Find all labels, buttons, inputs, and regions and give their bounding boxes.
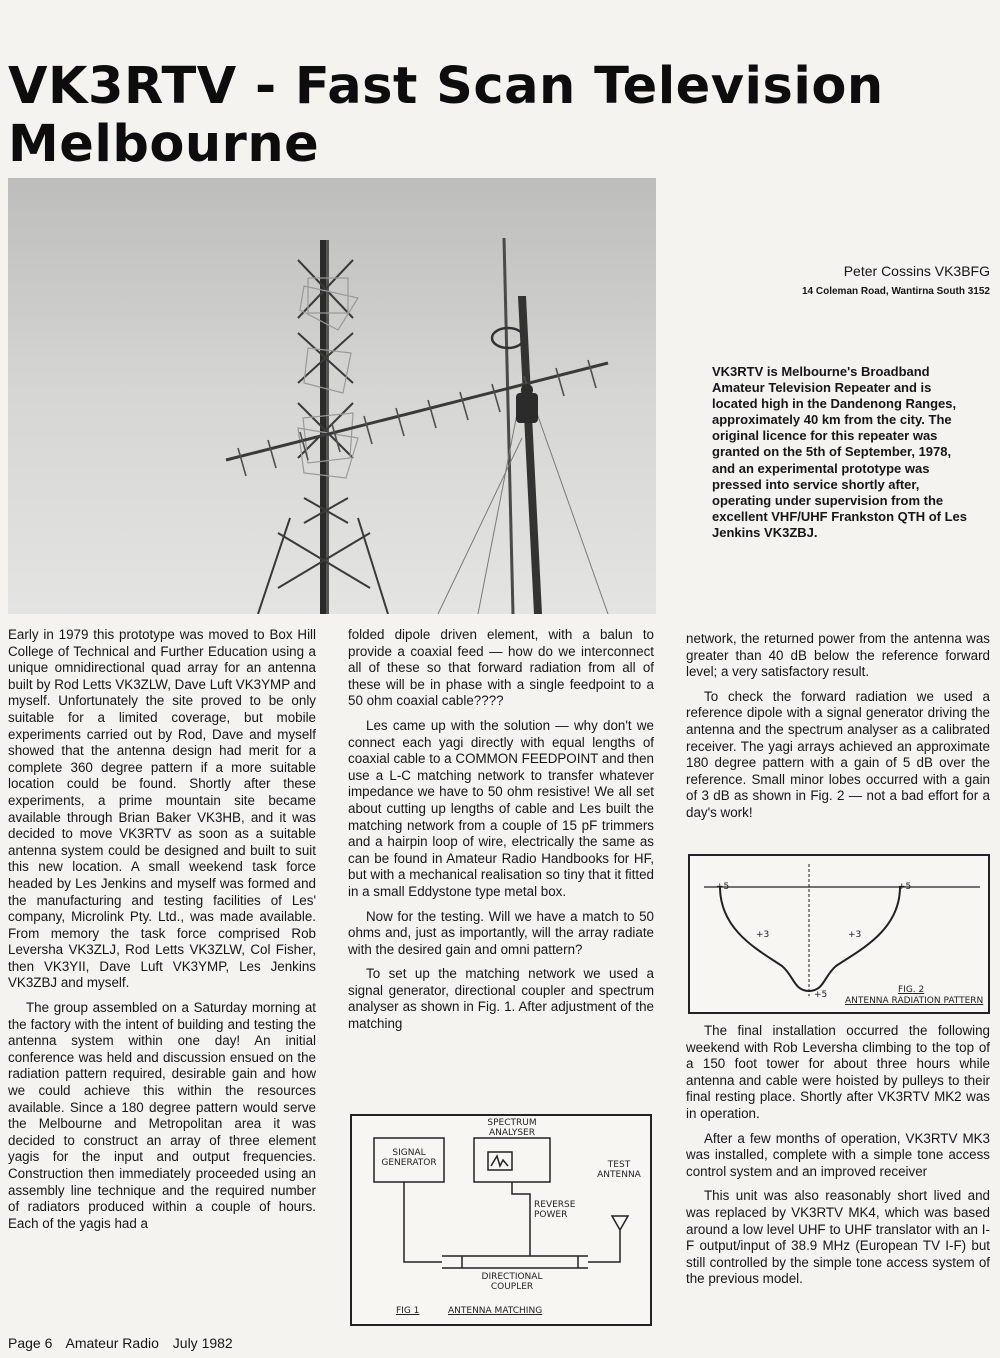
column-3-top: [686, 631, 990, 830]
spectrum-analyser-label: SPECTRUM ANALYSER: [487, 1118, 537, 1138]
pattern-label-bottom: +5: [814, 990, 828, 1000]
paragraph: After a few months of operation, VK3RTV MK3 was installed, complete with a simple tone access control system and an improved receiver: [686, 1130, 990, 1179]
reverse-power-label: REVERSE POWER: [534, 1200, 576, 1220]
column-2: [348, 627, 654, 1041]
paragraph: Now for the testing. Will we have a match to 50 ohms and, just as importantly, will the array radiate with the desired gain and omni pattern?: [348, 908, 654, 957]
paragraph: To check the forward radiation we used a reference dipole with a signal generator driving the antenna and the spectrum analyser as a calibrated receiver. The yagi arrays achieved an approximate 180 degree pattern with a gain of 5 dB over the reference. Small minor lobes occurred with a gain of 3 dB as shown in Fig. 2 — not a bad effort for a day's work!: [686, 688, 990, 820]
paragraph: The group assembled on a Saturday morning at the factory with the intent of building and testing the antenna system within one day! An initial conference was held and discussion ensued on the radiation pattern required, desirable gain and how we could achieve this within the resources available. Since a 180 degree pattern would serve the Melbourne and Metropolitan area it was decided to construct an array of three element yagis for the input and output frequencies. Construction then immediately proceeded using an assembly line technique and the required number of radiators produced within a couple of hours. Each of the yagis had a: [8, 1000, 316, 1231]
figure-2-caption-text: ANTENNA RADIATION PATTERN: [845, 996, 984, 1006]
pattern-label-lobe-left: +3: [756, 930, 770, 940]
paragraph: folded dipole driven element, with a balun to provide a coaxial feed — how do we interconnect all of these so that forward radiation from all of these will be in phase with a single feedpoint to a 50 ohm coaxial cable????: [348, 627, 654, 709]
paragraph: Les came up with the solution — why don't we connect each yagi directly with equal lengths of coaxial cable to a COMMON FEEDPOINT and then use a L-C matching network to transfer whatever impedance we have to 50 ohm resistive! We all set about cutting up lengths of cable and Les built the matching network from a couple of 15 pF trimmers and a hairpin loop of wire, electrically the same as can be found in Amateur Radio Handbooks for HF, but with a mechanical realisation so tiny that it fitted in a small Eddystone type metal box.: [348, 717, 654, 899]
page-footer: [8, 1334, 243, 1352]
article-title: [8, 58, 998, 174]
paragraph: To set up the matching network we used a signal generator, directional coupler and spectrum analyser as shown in Fig. 1. After adjustment of the matching: [348, 966, 654, 1032]
issue-date: July 1982: [172, 1335, 233, 1351]
antenna-tower-photo: [8, 178, 656, 614]
figure-2-caption-number: FIG. 2: [898, 985, 925, 995]
author-name: Peter Cossins VK3BFG: [843, 263, 990, 279]
author-block: [802, 262, 990, 300]
figure-1-caption-number: FIG 1: [396, 1306, 420, 1316]
title-line-2: Melbourne: [8, 115, 320, 174]
directional-coupler-label: DIRECTIONAL COUPLER: [481, 1272, 543, 1292]
paragraph: This unit was also reasonably short lived and was replaced by VK3RTV MK4, which was based around a low level UHF to UHF translator with an I-F output/input of 38.9 MHz (European TV I-F) but still controlled by the simple tone access system of the previous model.: [686, 1188, 990, 1287]
test-antenna-label: TEST ANTENNA: [597, 1160, 641, 1180]
column-3-bottom: [686, 1023, 990, 1296]
title-line-1: VK3RTV - Fast Scan Television: [8, 57, 884, 116]
paragraph: network, the returned power from the antenna was greater than 40 dB below the reference forward level; a very satisfactory result.: [686, 631, 990, 680]
pattern-label-left: +5: [716, 882, 730, 892]
paragraph: Early in 1979 this prototype was moved to Box Hill College of Technical and Further Education using a unique omnidirectional quad array for an antenna built by Rod Letts VK3ZLW, Dave Luft VK3YMP and myself. Unfortunately the site proved to be only suitable for a limited coverage, but mobile experiments carried out by Rod, Dave and myself showed that the antenna design had merit for a complete 360 degree pattern if a more suitable location could be found. Shortly after these experiments, a prime mountain site became available through Brian Baker VK3HB, and it was decided to move VK3RTV as soon as a suitable antenna system could be designed and built to suit this new location. A small weekend task force headed by Les Jenkins and myself was formed and the manufacturing and testing facilities of Les' company, Microlink Pty. Ltd., was made available. From memory the task force comprised Rob Leversha VK3ZLJ, Rod Letts VK3ZLW, Col Fisher, then VK3YII, Dave Luft VK3YMP, Les Jenkins VK3ZBJ and myself.: [8, 627, 316, 991]
pattern-label-right: +5: [898, 882, 912, 892]
magazine-name: Amateur Radio: [65, 1335, 159, 1351]
pattern-label-lobe-right: +3: [848, 930, 862, 940]
figure-1-antenna-matching: [350, 1114, 652, 1326]
figure-2-radiation-pattern: [688, 854, 990, 1014]
intro-paragraph: VK3RTV is Melbourne's Broadband Amateur Television Repeater and is located high in the Dandenong Ranges, approximately 40 km from the city. The original licence for this repeater was granted on the 5th of September, 1978, and an experimental prototype was pressed into service shortly after, operating under supervision from the excellent VHF/UHF Frankston QTH of Les Jenkins VK3ZBJ.: [712, 364, 967, 540]
author-address: 14 Coleman Road, Wantirna South 3152: [801, 286, 990, 297]
signal-generator-label: SIGNAL GENERATOR: [381, 1148, 437, 1168]
figure-1-caption-text: ANTENNA MATCHING: [448, 1306, 543, 1316]
page-number: Page 6: [8, 1335, 53, 1351]
paragraph: The final installation occurred the following weekend with Rob Leversha climbing to the top of a 150 foot tower for about three hours while antenna and cable were hoisted by pulleys to their final resting place. Shortly after VK3RTV MK2 was in operation.: [686, 1023, 990, 1121]
column-1: [8, 627, 316, 1240]
